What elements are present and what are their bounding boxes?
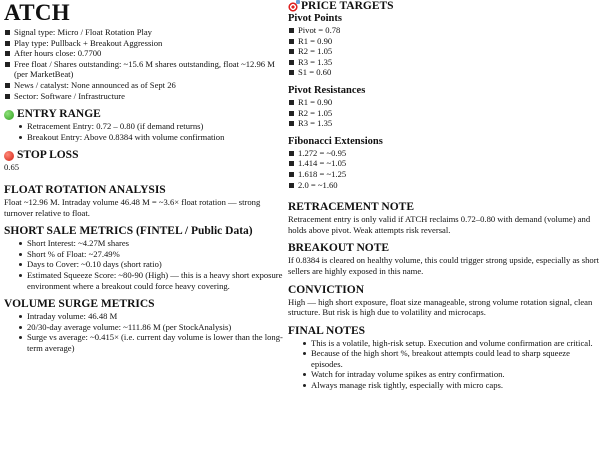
volume-item-average: 20/30-day average volume: ~111.86 M (per StockAnalysis) xyxy=(17,322,286,333)
retracement-note-text: Retracement entry is only valid if ATCH reclaims 0.72–0.80 with demand (volume) and holds above pivot. Weak attempts risk reversal. xyxy=(288,214,591,235)
green-circle-icon xyxy=(4,110,14,120)
stop-loss-value: 0.65 xyxy=(4,162,20,173)
short-item-interest: Short Interest: ~4.27M shares xyxy=(17,238,286,249)
short-sale-list xyxy=(4,238,286,291)
fibonacci-heading: Fibonacci Extensions xyxy=(288,135,383,147)
pivot-points-list xyxy=(288,25,601,78)
entry-range-heading-text: ENTRY RANGE xyxy=(17,108,101,121)
pivot-resistances-heading: Pivot Resistances xyxy=(288,84,366,96)
price-targets-heading xyxy=(288,0,601,13)
meta-item-sector: Sector: Software / Infrastructure xyxy=(4,91,286,102)
meta-list xyxy=(4,27,286,101)
fibonacci-list xyxy=(288,148,601,190)
final-note-item: Watch for intraday volume spikes as entry confirmation. xyxy=(301,369,601,380)
fibonacci-item: 1.272 = ~0.95 xyxy=(288,148,601,159)
pivot-point-item: Pivot = 0.78 xyxy=(288,25,601,36)
short-item-days-to-cover: Days to Cover: ~0.10 days (short ratio) xyxy=(17,259,286,270)
volume-surge-heading: VOLUME SURGE METRICS xyxy=(4,298,155,311)
entry-range-heading xyxy=(4,108,286,121)
price-targets-heading-text: PRICE TARGETS xyxy=(301,0,394,12)
final-note-item: Always manage risk tightly, especially with micro caps. xyxy=(301,380,601,391)
final-note-item: This is a volatile, high-risk setup. Execution and volume confirmation are critical. xyxy=(301,338,601,349)
float-rotation-text: Float ~12.96 M. Intraday volume 46.48 M = ~3.6× float rotation — strong turnover relative to float. xyxy=(4,196,261,218)
pivot-resistance-item: R2 = 1.05 xyxy=(288,108,601,119)
final-note-item: Because of the high short %, breakout attempts could lead to sharp squeeze episodes. xyxy=(301,348,601,369)
breakout-note-heading: BREAKOUT NOTE xyxy=(288,242,390,255)
right-column xyxy=(288,0,601,391)
pivot-resistance-item: R1 = 0.90 xyxy=(288,97,601,108)
short-item-percent-float: Short % of Float: ~27.49% xyxy=(17,249,286,260)
entry-item-breakout: Breakout Entry: Above 0.8384 with volume confirmation xyxy=(17,132,286,143)
pivot-resistances-list xyxy=(288,97,601,129)
fibonacci-item: 2.0 = ~1.60 xyxy=(288,180,601,191)
pivot-point-item: R2 = 1.05 xyxy=(288,46,601,57)
volume-surge-list xyxy=(4,311,286,353)
ticker-title: ATCH xyxy=(4,0,70,25)
pivot-point-item: R3 = 1.35 xyxy=(288,57,601,68)
fibonacci-item: 1.618 = ~1.25 xyxy=(288,169,601,180)
meta-item-free-float: Free float / Shares outstanding: ~15.6 M shares outstanding, float ~12.96 M (per MarketBeat) xyxy=(4,59,286,80)
float-rotation-heading: FLOAT ROTATION ANALYSIS xyxy=(4,183,166,196)
meta-item-signal-type: Signal type: Micro / Float Rotation Play xyxy=(4,27,286,38)
target-icon xyxy=(288,2,298,12)
final-notes-heading: FINAL NOTES xyxy=(288,324,366,337)
fibonacci-item: 1.414 = ~1.05 xyxy=(288,158,601,169)
pivot-resistance-item: R3 = 1.35 xyxy=(288,118,601,129)
meta-item-after-hours: After hours close: 0.7700 xyxy=(4,48,286,59)
left-column xyxy=(4,0,286,353)
volume-item-intraday: Intraday volume: 46.48 M xyxy=(17,311,286,322)
short-item-squeeze-score: Estimated Squeeze Score: ~80-90 (High) — this is a heavy short exposure environment where a breakout could force heavy covering. xyxy=(17,270,286,291)
stop-loss-heading-text: STOP LOSS xyxy=(17,149,79,162)
retracement-note-heading: RETRACEMENT NOTE xyxy=(288,201,414,214)
pivot-point-item: S1 = 0.60 xyxy=(288,67,601,78)
red-circle-icon xyxy=(4,151,14,161)
final-notes-list xyxy=(288,338,601,391)
short-sale-heading: SHORT SALE METRICS (FINTEL / Public Data) xyxy=(4,225,253,238)
stop-loss-heading xyxy=(4,149,286,162)
volume-item-surge: Surge vs average: ~0.415× (i.e. current day volume is lower than the long-term average) xyxy=(17,332,286,353)
entry-item-retracement: Retracement Entry: 0.72 – 0.80 (if demand returns) xyxy=(17,121,286,132)
pivot-points-heading: Pivot Points xyxy=(288,13,342,24)
pivot-point-item: R1 = 0.90 xyxy=(288,36,601,47)
meta-item-play-type: Play type: Pullback + Breakout Aggression xyxy=(4,38,286,49)
conviction-heading: CONVICTION xyxy=(288,283,365,296)
meta-item-news: News / catalyst: None announced as of Sept 26 xyxy=(4,80,286,91)
breakout-note-text: If 0.8384 is cleared on healthy volume, this could trigger strong upside, especially as short sellers are highly exposed in this name. xyxy=(288,255,599,276)
entry-range-list xyxy=(4,121,286,142)
conviction-text: High — high short exposure, float size manageable, strong volume rotation signal, clean structure. But risk is high due to volatility and microcaps. xyxy=(288,296,593,318)
